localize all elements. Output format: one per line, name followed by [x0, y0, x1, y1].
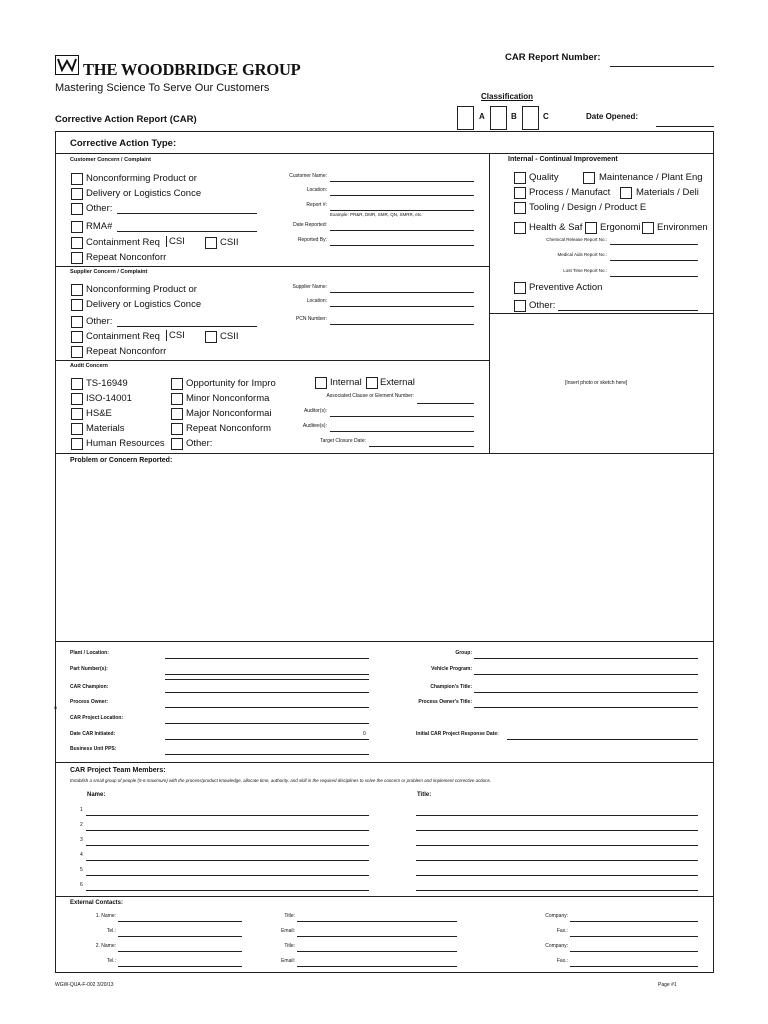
class-b-checkbox[interactable]: [490, 106, 507, 130]
team-name-input[interactable]: [86, 875, 369, 876]
supplier-repeat-label: Repeat Nonconforr: [86, 346, 167, 357]
audit-hr-label: Human Resources: [86, 438, 165, 449]
audit-other-label: Other:: [186, 438, 213, 449]
team-name-input[interactable]: [86, 860, 369, 861]
supplier-csi-label: CSI: [166, 330, 185, 341]
part-numbers-input[interactable]: [165, 674, 369, 675]
customer-csii-checkbox[interactable]: [205, 237, 217, 249]
date-opened-label: Date Opened:: [586, 112, 639, 121]
supplier-name-input[interactable]: [330, 292, 474, 293]
team-row-number: 3: [80, 837, 83, 843]
internal-materials-checkbox[interactable]: [620, 187, 632, 199]
internal-environment-checkbox[interactable]: [642, 222, 654, 234]
medical-aids-input[interactable]: [610, 260, 698, 261]
internal-quality-label: Quality: [529, 172, 559, 183]
car-report-number-label: CAR Report Number:: [505, 52, 601, 63]
audit-repeat-checkbox[interactable]: [171, 423, 183, 435]
contact2-tel-input[interactable]: [118, 966, 242, 967]
internal-materials-label: Materials / Deli: [636, 187, 699, 198]
type-section-title: Corrective Action Type:: [70, 138, 177, 149]
reported-by-input[interactable]: [330, 245, 474, 246]
team-name-input[interactable]: [86, 830, 369, 831]
form-id: WGW-QUA-F-002 3/20/13: [55, 982, 114, 988]
team-row-number: 2: [80, 822, 83, 828]
customer-report-label: Report #:: [306, 202, 327, 208]
supplier-containment-checkbox[interactable]: [71, 331, 83, 343]
chemical-release-input[interactable]: [610, 244, 698, 245]
customer-location-label: Location:: [306, 187, 327, 193]
audit-external-label: External: [380, 377, 415, 388]
customer-delivery-label: Delivery or Logistics Conce: [86, 188, 202, 199]
contact1-email-label: Email:: [281, 928, 295, 934]
margin-mark: a: [54, 705, 57, 711]
initial-response-date-label: Initial CAR Project Response Date:: [416, 731, 499, 737]
audit-section-title: Audit Concern: [70, 363, 108, 369]
preventive-action-label: Preventive Action: [529, 282, 603, 293]
contact1-title-input[interactable]: [297, 921, 457, 922]
customer-rma-checkbox[interactable]: [71, 221, 83, 233]
pcn-number-input[interactable]: [330, 324, 474, 325]
divider: [55, 453, 714, 454]
customer-rma-label: RMA#: [86, 221, 113, 232]
form-title: Corrective Action Report (CAR): [55, 114, 197, 125]
plant-location-label: Plant / Location:: [70, 650, 109, 656]
team-row-number: 4: [80, 852, 83, 858]
initial-response-date-input[interactable]: [507, 739, 698, 740]
divider: [489, 153, 490, 453]
team-title-input[interactable]: [416, 815, 698, 816]
audit-internal-checkbox[interactable]: [315, 377, 327, 389]
internal-tooling-checkbox[interactable]: [514, 202, 526, 214]
team-title-header: Title:: [417, 792, 432, 798]
customer-name-label: Customer Name:: [289, 173, 327, 179]
problem-description-area[interactable]: [60, 468, 710, 636]
divider: [55, 360, 489, 361]
supplier-nonconforming-checkbox[interactable]: [71, 284, 83, 296]
audit-major-label: Major Nonconformai: [186, 408, 272, 419]
audit-hse-checkbox[interactable]: [71, 408, 83, 420]
customer-containment-checkbox[interactable]: [71, 237, 83, 249]
supplier-csii-checkbox[interactable]: [205, 331, 217, 343]
part-numbers-label: Part Number(s):: [70, 666, 108, 672]
divider: [489, 313, 714, 314]
customer-rma-input[interactable]: [117, 231, 257, 232]
internal-other-checkbox[interactable]: [514, 300, 526, 312]
customer-other-input[interactable]: [117, 213, 257, 214]
contact2-email-label: Email:: [281, 958, 295, 964]
customer-csii-label: CSII: [220, 237, 239, 248]
logo-text: THE WOODBRIDGE GROUP: [83, 60, 301, 79]
audit-ts16949-label: TS-16949: [86, 378, 128, 389]
internal-health-checkbox[interactable]: [514, 222, 526, 234]
class-a-checkbox[interactable]: [457, 106, 474, 130]
team-title-input[interactable]: [416, 845, 698, 846]
date-car-initiated-value: 0: [363, 731, 366, 737]
contact2-email-input[interactable]: [297, 966, 457, 967]
contact1-tel-input[interactable]: [118, 936, 242, 937]
contact2-company-input[interactable]: [570, 951, 698, 952]
class-c-label: C: [543, 112, 549, 121]
divider: [55, 896, 714, 897]
supplier-csii-label: CSII: [220, 331, 239, 342]
date-reported-label: Date Reported:: [293, 222, 327, 228]
supplier-other-input[interactable]: [117, 326, 257, 327]
team-title-input[interactable]: [416, 875, 698, 876]
report-example-note: Example: PR&R, DMR, SMR, QN, SMRR, etc.: [330, 212, 423, 217]
internal-tooling-label: Tooling / Design / Product E: [529, 202, 647, 213]
plant-location-input[interactable]: [165, 658, 369, 659]
problem-title: Problem or Concern Reported:: [70, 457, 173, 464]
contact2-title-label: Title:: [284, 943, 295, 949]
team-title: CAR Project Team Members:: [70, 767, 166, 774]
customer-containment-label: Containment Req: [86, 237, 160, 248]
contact1-email-input[interactable]: [297, 936, 457, 937]
team-name-input[interactable]: [86, 815, 369, 816]
team-title-input[interactable]: [416, 830, 698, 831]
customer-repeat-label: Repeat Nonconforr: [86, 252, 167, 263]
contact2-fax-input[interactable]: [570, 966, 698, 967]
customer-other-label: Other:: [86, 203, 113, 214]
process-owner-input[interactable]: [165, 707, 369, 708]
page-number: Page #1: [658, 982, 677, 988]
audit-opportunity-label: Opportunity for Impro: [186, 378, 276, 389]
contact1-tel-label: Tel.:: [106, 928, 116, 934]
lost-time-label: Lost Time Report No.:: [563, 268, 607, 273]
contact1-name-input[interactable]: [118, 921, 242, 922]
supplier-location-input[interactable]: [330, 306, 474, 307]
team-row-number: 1: [80, 807, 83, 813]
customer-nonconforming-checkbox[interactable]: [71, 173, 83, 185]
date-car-initiated-input[interactable]: [165, 739, 369, 740]
business-unit-pps-input[interactable]: [165, 754, 369, 755]
champion-title-label: Champion's Title:: [430, 684, 472, 690]
auditors-input[interactable]: [330, 416, 474, 417]
divider: [55, 153, 714, 154]
internal-maintenance-label: Maintenance / Plant Eng: [599, 172, 703, 183]
internal-process-label: Process / Manufact: [529, 187, 611, 198]
class-c-checkbox[interactable]: [522, 106, 539, 130]
supplier-section-title: Supplier Concern / Complaint: [70, 269, 148, 275]
contact2-name-input[interactable]: [118, 951, 242, 952]
champion-title-input[interactable]: [474, 692, 698, 693]
vehicle-program-label: Vehicle Program:: [431, 666, 472, 672]
team-row-number: 5: [80, 867, 83, 873]
customer-report-input[interactable]: [330, 210, 474, 211]
pcn-number-label: PCN Number:: [295, 316, 327, 322]
internal-quality-checkbox[interactable]: [514, 172, 526, 184]
photo-placeholder[interactable]: [Insert photo or sketch here]: [565, 380, 628, 386]
tagline: Mastering Science To Serve Our Customers: [55, 82, 270, 94]
group-input[interactable]: [474, 658, 698, 659]
audit-repeat-label: Repeat Nonconform: [186, 423, 272, 434]
divider: [55, 641, 714, 642]
customer-repeat-checkbox[interactable]: [71, 252, 83, 264]
audit-materials-checkbox[interactable]: [71, 423, 83, 435]
medical-aids-label: Medical Aids Report No.:: [557, 252, 607, 257]
contact1-company-label: Company:: [545, 913, 568, 919]
internal-process-checkbox[interactable]: [514, 187, 526, 199]
team-instructions: Establish a small group of people (5-6 maximum) with the process/product knowledge, allocate time, authority, and skill in the required disciplines to solve the concern or problem and implement corrective actions.: [70, 778, 492, 783]
audit-external-checkbox[interactable]: [366, 377, 378, 389]
auditees-label: Auditee(s):: [302, 423, 327, 429]
car-report-number-input[interactable]: [610, 66, 714, 67]
contact2-name-label: 2. Name:: [95, 943, 116, 949]
supplier-delivery-checkbox[interactable]: [71, 299, 83, 311]
internal-other-input[interactable]: [558, 310, 698, 311]
audit-minor-label: Minor Nonconforma: [186, 393, 270, 404]
customer-delivery-checkbox[interactable]: [71, 188, 83, 200]
car-champion-input[interactable]: [165, 692, 369, 693]
supplier-other-label: Other:: [86, 316, 113, 327]
audit-iso14001-label: ISO-14001: [86, 393, 132, 404]
contact2-fax-label: Fax.:: [556, 958, 568, 964]
audit-major-checkbox[interactable]: [171, 408, 183, 420]
lost-time-input[interactable]: [610, 276, 698, 277]
business-unit-pps-label: Business Unit PPS:: [70, 746, 117, 752]
customer-csi-label: CSI: [166, 236, 185, 247]
divider: [55, 762, 714, 763]
audit-hse-label: HS&E: [86, 408, 112, 419]
customer-other-checkbox[interactable]: [71, 203, 83, 215]
audit-ts16949-checkbox[interactable]: [71, 378, 83, 390]
team-name-input[interactable]: [86, 845, 369, 846]
customer-name-input[interactable]: [330, 181, 474, 182]
contact2-title-input[interactable]: [297, 951, 457, 952]
associated-clause-label: Associated Clause or Element Number:: [326, 393, 414, 399]
contact1-fax-input[interactable]: [570, 936, 698, 937]
process-owner-title-input[interactable]: [474, 707, 698, 708]
car-champion-label: CAR Champion:: [70, 684, 109, 690]
divider: [55, 266, 489, 267]
contact2-company-label: Company:: [545, 943, 568, 949]
chemical-release-label: Chemical Release Report No.:: [546, 237, 607, 242]
team-name-header: Name:: [87, 792, 106, 798]
reported-by-label: Reported By:: [297, 237, 327, 243]
internal-ergonomics-label: Ergonomi: [600, 222, 641, 233]
associated-clause-input[interactable]: [417, 403, 474, 404]
internal-section-title: Internal - Continual Improvement: [508, 156, 618, 163]
audit-hr-checkbox[interactable]: [71, 438, 83, 450]
process-owner-title-label: Process Owner's Title:: [418, 699, 472, 705]
supplier-name-label: Supplier Name:: [292, 284, 327, 290]
woodbridge-logo-icon: [55, 55, 79, 75]
contact2-tel-label: Tel.:: [106, 958, 116, 964]
classification-label: Classification: [481, 92, 534, 101]
audit-opportunity-checkbox[interactable]: [171, 378, 183, 390]
customer-section-title: Customer Concern / Complaint: [70, 157, 151, 163]
internal-maintenance-checkbox[interactable]: [583, 172, 595, 184]
auditors-label: Auditor(s):: [303, 408, 327, 414]
target-closure-input[interactable]: [369, 446, 474, 447]
date-reported-input[interactable]: [330, 230, 474, 231]
internal-health-label: Health & Saf: [529, 222, 583, 233]
supplier-nonconforming-label: Nonconforming Product or: [86, 284, 197, 295]
contact1-fax-label: Fax.:: [556, 928, 568, 934]
group-label: Group:: [455, 650, 472, 656]
car-project-location-input[interactable]: [165, 723, 369, 724]
internal-ergonomics-checkbox[interactable]: [585, 222, 597, 234]
preventive-action-checkbox[interactable]: [514, 282, 526, 294]
auditees-input[interactable]: [330, 431, 474, 432]
team-name-input[interactable]: [86, 890, 369, 891]
team-row-number: 6: [80, 882, 83, 888]
target-closure-label: Target Closure Date:: [320, 438, 366, 444]
class-a-label: A: [479, 112, 485, 121]
class-b-label: B: [511, 112, 517, 121]
supplier-other-checkbox[interactable]: [71, 316, 83, 328]
audit-other-checkbox[interactable]: [171, 438, 183, 450]
contact1-name-label: 1. Name:: [95, 913, 116, 919]
contact1-company-input[interactable]: [570, 921, 698, 922]
vehicle-program-input[interactable]: [474, 674, 698, 675]
audit-internal-label: Internal: [330, 377, 362, 388]
customer-location-input[interactable]: [330, 195, 474, 196]
supplier-delivery-label: Delivery or Logistics Conce: [86, 299, 202, 310]
supplier-location-label: Location:: [306, 298, 327, 304]
internal-other-label: Other:: [529, 300, 556, 311]
audit-materials-label: Materials: [86, 423, 125, 434]
contact1-title-label: Title:: [284, 913, 295, 919]
audit-iso14001-checkbox[interactable]: [71, 393, 83, 405]
team-title-input[interactable]: [416, 890, 698, 891]
contacts-title: External Contacts:: [70, 900, 124, 906]
team-title-input[interactable]: [416, 860, 698, 861]
audit-minor-checkbox[interactable]: [171, 393, 183, 405]
process-owner-label: Process Owner:: [70, 699, 109, 705]
part-numbers-input-2[interactable]: [165, 679, 369, 680]
car-project-location-label: CAR Project Location:: [70, 715, 124, 721]
internal-environment-label: Environmen: [657, 222, 708, 233]
supplier-containment-label: Containment Req: [86, 331, 160, 342]
supplier-repeat-checkbox[interactable]: [71, 346, 83, 358]
date-opened-input[interactable]: [656, 126, 714, 127]
customer-nonconforming-label: Nonconforming Product or: [86, 173, 197, 184]
date-car-initiated-label: Date CAR Initiated:: [70, 731, 116, 737]
